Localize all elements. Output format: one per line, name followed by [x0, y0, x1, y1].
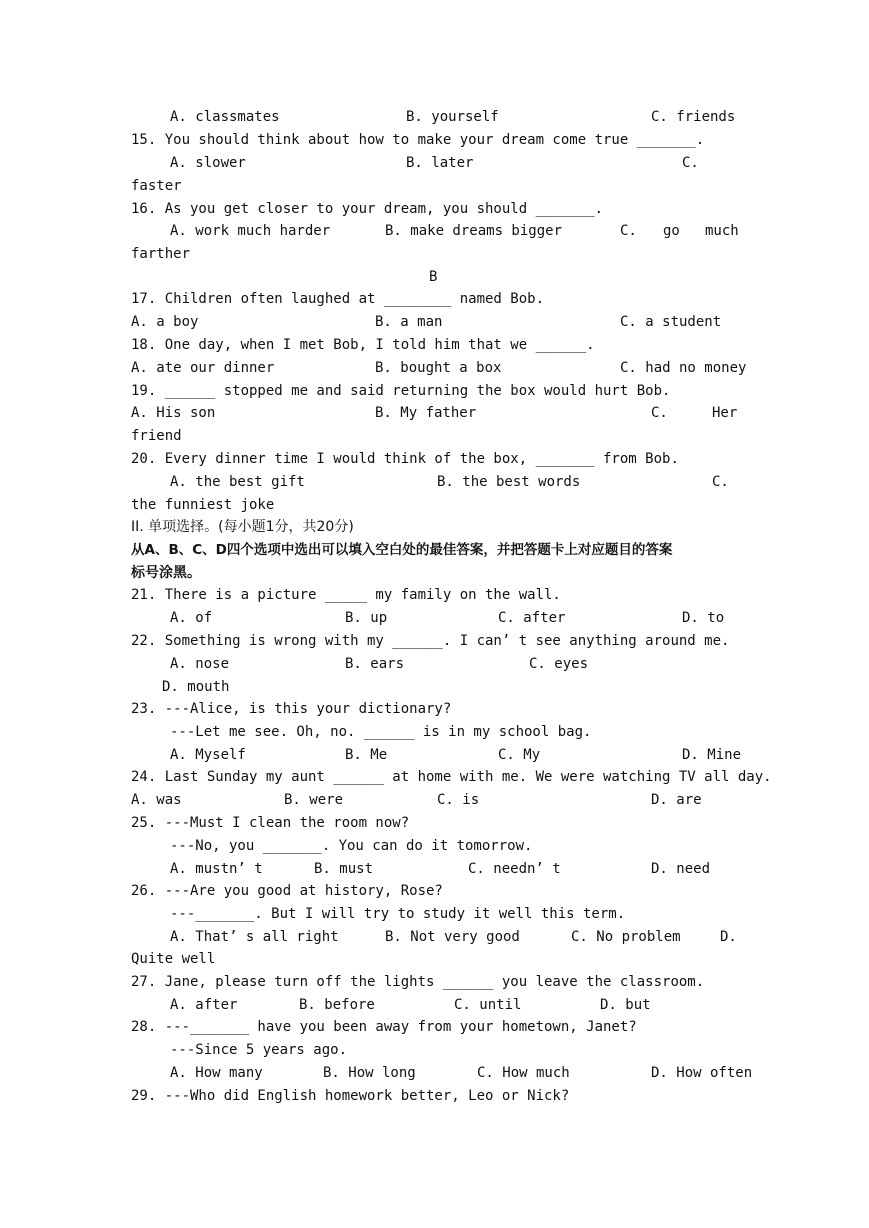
- q21-option-d: D. to: [682, 610, 725, 626]
- q16-option-c: C.: [620, 223, 637, 239]
- q25-stem-response: ---No, you _______. You can do it tomorrow.: [170, 838, 533, 854]
- q24-option-b: B. were: [284, 792, 344, 808]
- q16-option-c-word-much: much: [705, 223, 739, 239]
- q22-stem: 22. Something is wrong with my ______. I can’ t see anything around me.: [131, 633, 730, 649]
- q27-option-d: D. but: [600, 997, 651, 1013]
- q28-option-d: D. How often: [651, 1065, 753, 1081]
- q20-option-c-text: the funniest joke: [131, 497, 275, 513]
- q19-option-b: B. My father: [375, 405, 477, 421]
- q28-option-a: A. How many: [170, 1065, 263, 1081]
- q23-option-d: D. Mine: [682, 747, 742, 763]
- q21-option-c: C. after: [498, 610, 566, 626]
- q16-option-c-text: farther: [131, 246, 191, 262]
- q14-option-a: A. classmates: [170, 109, 280, 125]
- q29-stem: 29. ---Who did English homework better, Leo or Nick?: [131, 1088, 570, 1104]
- q20-option-a: A. the best gift: [170, 474, 305, 490]
- q19-option-a: A. His son: [131, 405, 216, 421]
- q19-stem: 19. ______ stopped me and said returning the box would hurt Bob.: [131, 383, 671, 399]
- q19-option-c-text: friend: [131, 428, 182, 444]
- q23-option-c: C. My: [498, 747, 541, 763]
- q14-option-b: B. yourself: [406, 109, 499, 125]
- q18-option-c: C. had no money: [620, 360, 747, 376]
- q23-stem: 23. ---Alice, is this your dictionary?: [131, 701, 452, 717]
- q17-option-c: C. a student: [620, 314, 722, 330]
- q28-option-c: C. How much: [477, 1065, 570, 1081]
- q27-option-c: C. until: [454, 997, 522, 1013]
- q21-stem: 21. There is a picture _____ my family on the wall.: [131, 587, 561, 603]
- q25-option-d: D. need: [651, 861, 711, 877]
- q15-option-b: B. later: [406, 155, 474, 171]
- q21-option-b: B. up: [345, 610, 388, 626]
- q18-option-a: A. ate our dinner: [131, 360, 275, 376]
- q25-option-c: C. needn’ t: [468, 861, 561, 877]
- q25-option-b: B. must: [314, 861, 374, 877]
- q20-stem: 20. Every dinner time I would think of the box, _______ from Bob.: [131, 451, 679, 467]
- q15-option-c: C.: [682, 155, 699, 171]
- q26-option-d-text: Quite well: [131, 951, 216, 967]
- q27-option-b: B. before: [299, 997, 375, 1013]
- q26-option-d: D.: [720, 929, 737, 945]
- q25-option-a: A. mustn’ t: [170, 861, 263, 877]
- q25-stem: 25. ---Must I clean the room now?: [131, 815, 410, 831]
- q28-stem-response: ---Since 5 years ago.: [170, 1042, 348, 1058]
- section-2-instruction-line-2: 标号涂黑。: [131, 565, 201, 581]
- q26-option-b: B. Not very good: [385, 929, 520, 945]
- q16-stem: 16. As you get closer to your dream, you should _______.: [131, 201, 604, 217]
- q26-stem-response: ---_______. But I will try to study it well this term.: [170, 906, 626, 922]
- q19-option-c-word: Her: [712, 405, 738, 421]
- section-b-heading: B: [429, 269, 438, 285]
- q26-option-c: C. No problem: [571, 929, 681, 945]
- q14-option-c: C. friends: [651, 109, 736, 125]
- q15-stem: 15. You should think about how to make your dream come true _______.: [131, 132, 705, 148]
- q22-option-a: A. nose: [170, 656, 230, 672]
- q20-option-c: C.: [712, 474, 729, 490]
- q26-stem: 26. ---Are you good at history, Rose?: [131, 883, 443, 899]
- q17-stem: 17. Children often laughed at ________ named Bob.: [131, 291, 545, 307]
- section-2-instruction-line-1: 从A、B、C、D四个选项中选出可以填入空白处的最佳答案，并把答题卡上对应题目的答案: [131, 542, 673, 558]
- q20-option-b: B. the best words: [437, 474, 581, 490]
- q16-option-b: B. make dreams bigger: [385, 223, 563, 239]
- q23-option-b: B. Me: [345, 747, 388, 763]
- q17-option-a: A. a boy: [131, 314, 199, 330]
- q28-stem: 28. ---_______ have you been away from your hometown, Janet?: [131, 1019, 637, 1035]
- q28-option-b: B. How long: [323, 1065, 416, 1081]
- q24-stem: 24. Last Sunday my aunt ______ at home with me. We were watching TV all day.: [131, 769, 772, 785]
- q19-option-c: C.: [651, 405, 668, 421]
- q15-option-c-text: faster: [131, 178, 182, 194]
- q24-option-a: A. was: [131, 792, 182, 808]
- q17-option-b: B. a man: [375, 314, 443, 330]
- q22-option-d: D. mouth: [162, 679, 230, 695]
- q26-option-a: A. That’ s all right: [170, 929, 339, 945]
- q22-option-b: B. ears: [345, 656, 405, 672]
- q27-stem: 27. Jane, please turn off the lights ______ you leave the classroom.: [131, 974, 705, 990]
- q22-option-c: C. eyes: [529, 656, 589, 672]
- section-2-heading: II. 单项选择。(每小题1分，共20分): [131, 519, 354, 535]
- q24-option-c: C. is: [437, 792, 480, 808]
- q16-option-c-word-go: go: [663, 223, 680, 239]
- q16-option-a: A. work much harder: [170, 223, 331, 239]
- q23-stem-response: ---Let me see. Oh, no. ______ is in my school bag.: [170, 724, 592, 740]
- q24-option-d: D. are: [651, 792, 702, 808]
- q18-stem: 18. One day, when I met Bob, I told him that we ______.: [131, 337, 595, 353]
- q21-option-a: A. of: [170, 610, 213, 626]
- q27-option-a: A. after: [170, 997, 238, 1013]
- q23-option-a: A. Myself: [170, 747, 246, 763]
- q15-option-a: A. slower: [170, 155, 246, 171]
- q18-option-b: B. bought a box: [375, 360, 502, 376]
